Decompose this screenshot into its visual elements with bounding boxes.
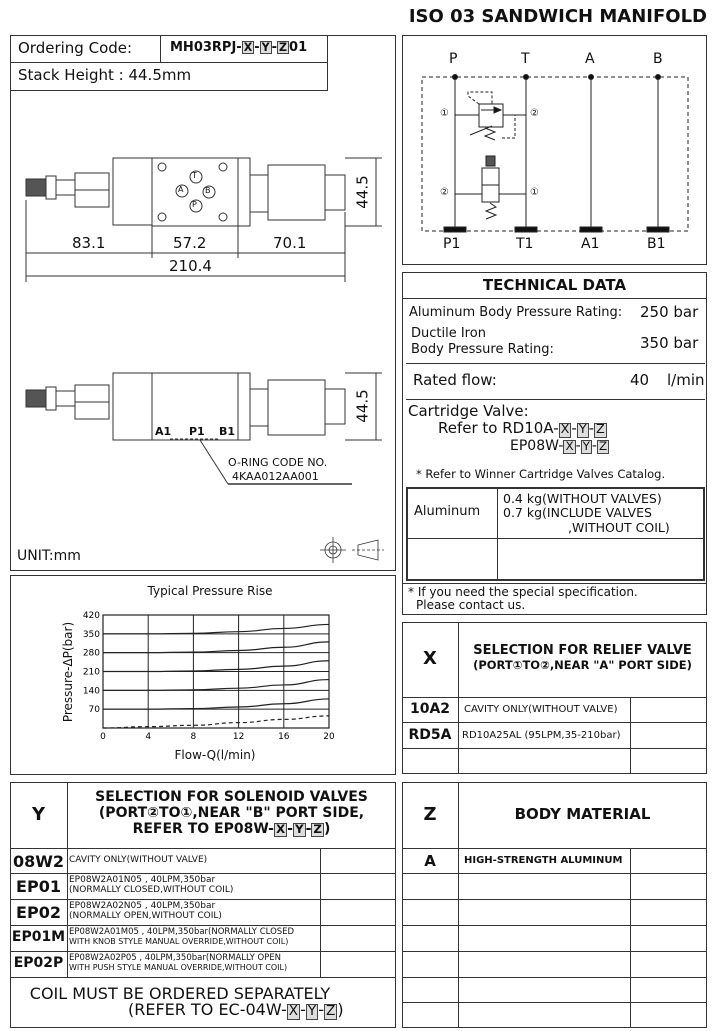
series-line-1 <box>103 642 329 653</box>
rated-flow-unit: l/min <box>667 371 705 389</box>
y-tick-label: 420 <box>82 611 100 621</box>
code-suffix: 01 <box>289 40 308 55</box>
y-row-desc-2: WITH PUSH STYLE MANUAL OVERRIDE,WITHOUT COIL) <box>69 963 288 972</box>
ref-prefix: Refer to RD10A- <box>438 419 559 437</box>
port-b1: B1 <box>219 425 236 438</box>
code-x: X <box>243 41 253 54</box>
schematic-port-p: P <box>449 51 458 67</box>
ref-x: X <box>560 422 570 437</box>
code-y: Y <box>261 41 270 54</box>
y-tick-label: 280 <box>82 648 100 659</box>
x-title-2: (PORT①TO②,NEAR "A" PORT SIDE) <box>473 658 692 672</box>
special-note-2: Please contact us. <box>416 598 526 612</box>
ordering-code-label: Ordering Code: <box>18 39 133 57</box>
y-row-code: EP01 <box>16 877 61 896</box>
rated-flow-value: 40 <box>630 371 650 389</box>
y-code-header: Y <box>31 804 46 825</box>
series-line-5 <box>103 716 329 728</box>
x-tick-label: 20 <box>323 732 335 742</box>
dim-57-2: 57.2 <box>173 234 207 252</box>
x-title-1: SELECTION FOR RELIEF VALVE <box>473 643 692 658</box>
ref-z: Z <box>598 439 608 453</box>
rated-flow-label: Rated flow: <box>413 371 497 389</box>
title-x: X <box>275 822 286 836</box>
y-row-code: 08W2 <box>12 852 65 871</box>
y-tick-label: 350 <box>82 629 100 640</box>
y-row-code: EP01M <box>11 929 66 945</box>
dim-70-1: 70.1 <box>273 234 307 252</box>
dim-83-1: 83.1 <box>72 234 106 252</box>
ref-y: Y <box>578 422 587 437</box>
relief-port-2: ② <box>530 108 539 119</box>
y-row-desc-2: (NORMALLY CLOSED,WITHOUT COIL) <box>69 885 234 895</box>
al-pressure-label: Aluminum Body Pressure Rating: <box>409 305 623 320</box>
catalog-note: * Refer to Winner Cartridge Valves Catalog. <box>416 467 666 481</box>
y-tick-label: 70 <box>88 705 100 716</box>
port-a1: A1 <box>155 425 172 438</box>
solenoid-valve-symbol <box>455 156 526 219</box>
coil-z: Z <box>326 1003 336 1019</box>
code-z: Z <box>279 41 288 54</box>
series-line-2 <box>103 661 329 672</box>
y-tick-label: 210 <box>82 667 100 678</box>
y-row-desc-1: EP08W2A01N05 , 40LPM,350bar <box>69 875 216 885</box>
coil-prefix: (REFER TO EC-04W- <box>128 1000 287 1019</box>
chart-y-label: Pressure-ΔP(bar) <box>61 621 75 723</box>
ref-y: Y <box>582 439 590 453</box>
series-line-4 <box>103 699 329 709</box>
ref-x: X <box>565 439 574 453</box>
y-row-desc-1: EP08W2A02P05 , 40LPM,350bar(NORMALLY OPEN <box>69 953 282 963</box>
z-row-desc: HIGH-STRENGTH ALUMINUM <box>464 855 623 866</box>
di-pressure-value: 350 bar <box>640 334 699 352</box>
y-row-code: EP02 <box>16 903 61 922</box>
dim-height-bottom: 44.5 <box>353 389 372 423</box>
page-title: ISO 03 SANDWICH MANIFOLD <box>408 6 707 27</box>
port-t: T <box>192 171 197 180</box>
x-tick-label: 4 <box>145 732 152 742</box>
solenoid-port-1: ① <box>530 187 539 198</box>
ordering-code: MH03RPJ- X - Y - Z 01 <box>170 40 308 55</box>
series-line-0 <box>103 624 329 633</box>
y-row-code: EP02P <box>13 955 64 971</box>
weight-line-2: 0.7 kg(INCLUDE VALVES <box>503 505 652 520</box>
special-note-1: * If you need the special specification. <box>408 585 638 599</box>
coil-y: Y <box>307 1003 317 1019</box>
port-b: B <box>205 186 211 195</box>
dim-height-top: 44.5 <box>353 175 372 209</box>
chart-x-label: Flow-Q(l/min) <box>174 748 256 762</box>
x-tick-label: 8 <box>190 732 197 742</box>
solenoid-port-2: ② <box>440 187 449 198</box>
x-tick-label: 16 <box>278 732 290 742</box>
title-end: ) <box>324 821 331 837</box>
schematic-port-p1: P1 <box>443 236 461 252</box>
stack-height: Stack Height : 44.5mm <box>18 66 192 84</box>
coil-note-2: (REFER TO EC-04W- X - Y - Z ) <box>128 1000 344 1019</box>
dim-total: 210.4 <box>169 257 212 275</box>
hydraulic-schematic <box>402 35 707 265</box>
ref-prefix: EP08W- <box>510 438 564 454</box>
ref-z: Z <box>596 422 605 437</box>
chart-title: Typical Pressure Rise <box>147 584 273 598</box>
x-row-code: RD5A <box>408 727 452 743</box>
coil-end: ) <box>337 1000 344 1019</box>
schematic-port-t: T <box>521 51 530 67</box>
z-code-header: Z <box>423 804 437 825</box>
code-prefix: MH03RPJ- <box>170 40 242 55</box>
schematic-port-a1: A1 <box>581 236 600 252</box>
weight-line-3: ,WITHOUT COIL) <box>568 520 670 535</box>
port-p: P <box>192 200 197 209</box>
title-z: Z <box>313 822 323 836</box>
relief-port-1: ① <box>440 108 449 119</box>
cartridge-ref-2: EP08W- X - Y - Z <box>510 438 608 454</box>
y-title-1: SELECTION FOR SOLENOID VALVES <box>95 789 368 805</box>
port-a: A <box>178 185 184 194</box>
schematic-port-b: B <box>653 51 663 67</box>
di-pressure-label-1: Ductile Iron <box>411 326 486 341</box>
di-pressure-label-2: Body Pressure Rating: <box>411 342 554 357</box>
title-prefix: REFER TO EP08W- <box>132 821 274 837</box>
oring-label: O-RING CODE NO. <box>228 456 328 469</box>
weight-material: Aluminum <box>414 504 481 519</box>
y-row-desc-1: EP08W2A01M05 , 40LPM,350bar(NORMALLY CLOSED <box>69 927 295 937</box>
y-row-desc-2: WITH KNOB STYLE MANUAL OVERRIDE,WITHOUT COIL) <box>69 937 289 946</box>
x-row-desc: RD10A25AL (95LPM,35-210bar) <box>462 730 621 741</box>
pressure-chart <box>0 0 400 780</box>
cartridge-label: Cartridge Valve: <box>408 402 529 420</box>
weight-line-1: 0.4 kg(WITHOUT VALVES) <box>503 491 662 506</box>
y-title-3: REFER TO EP08W- X - Y - Z ) <box>132 821 331 837</box>
y-row-desc: CAVITY ONLY(WITHOUT VALVE) <box>69 855 208 865</box>
x-row-desc: CAVITY ONLY(WITHOUT VALVE) <box>464 704 618 715</box>
y-row-desc-2: (NORMALLY OPEN,WITHOUT COIL) <box>69 911 222 921</box>
schematic-port-b1: B1 <box>647 236 666 252</box>
y-row-desc-1: EP08W2A02N05 , 40LPM,350bar <box>69 901 216 911</box>
port-p1: P1 <box>189 425 205 438</box>
y-tick-label: 140 <box>82 686 100 697</box>
x-tick-label: 0 <box>100 732 106 742</box>
x-row-code: 10A2 <box>409 701 451 717</box>
x-code-header: X <box>423 648 437 669</box>
coil-x: X <box>288 1003 299 1019</box>
series-line-3 <box>103 680 329 691</box>
x-tick-label: 12 <box>232 732 245 742</box>
coil-note-1: COIL MUST BE ORDERED SEPARATELY <box>29 984 331 1003</box>
relief-valve-symbol <box>455 92 526 140</box>
cartridge-ref-1: Refer to RD10A- X - Y - Z <box>438 419 605 437</box>
z-title: BODY MATERIAL <box>514 805 651 823</box>
schematic-port-t1: T1 <box>516 236 534 252</box>
technical-data-header: TECHNICAL DATA <box>482 276 627 294</box>
z-row-code: A <box>424 852 436 870</box>
y-title-2: (PORT②TO①,NEAR "B" PORT SIDE, <box>98 805 365 821</box>
schematic-port-a: A <box>585 51 595 67</box>
oring-code: 4KAA012AA001 <box>232 470 319 483</box>
title-y: Y <box>294 822 304 836</box>
unit-label: UNIT:mm <box>17 548 81 564</box>
al-pressure-value: 250 bar <box>640 303 699 321</box>
